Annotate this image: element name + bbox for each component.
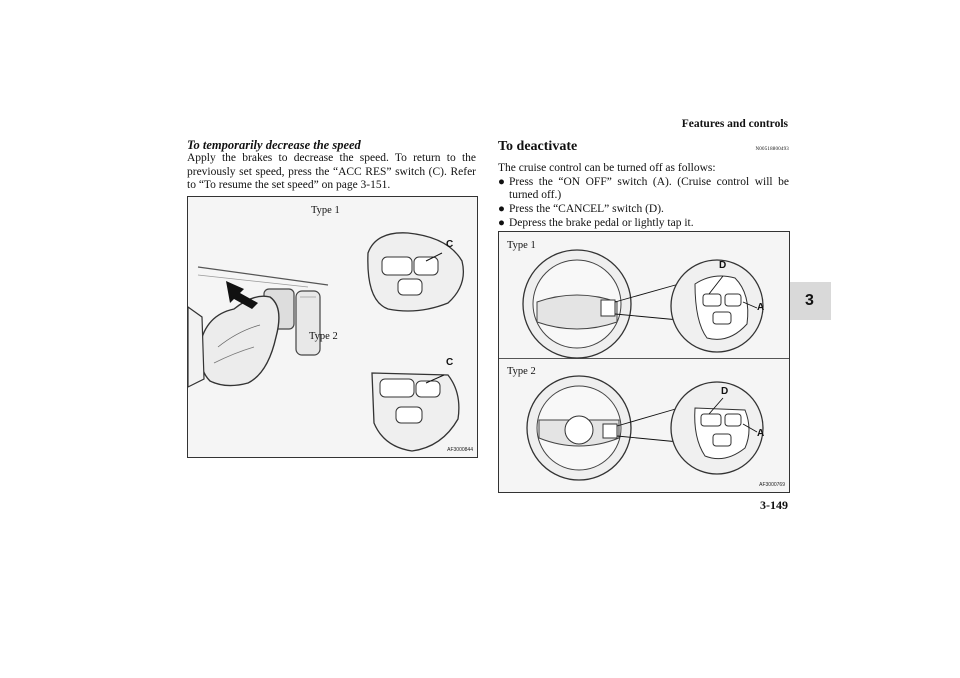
deactivate-intro: The cruise control can be turned off as follows: <box>498 162 716 174</box>
callout-a-type2: A <box>757 428 765 439</box>
steering-switch-type2 <box>362 363 482 453</box>
list-item: ● Depress the brake pedal or lightly tap it. <box>498 216 694 229</box>
steering-wheel-illustration <box>499 232 789 492</box>
page-number: 3-149 <box>760 498 788 512</box>
callout-d-type2: D <box>721 386 729 397</box>
callout-c-type1: C <box>446 239 454 250</box>
right-column <box>498 138 789 231</box>
list-item: ● Press the “CANCEL” switch (D). <box>498 203 664 216</box>
steering-switch-type1 <box>358 223 478 313</box>
list-item: ● Press the “ON OFF” switch (A). (Cruise control will be turned off.) <box>498 175 789 202</box>
type1-label: Type 1 <box>507 240 536 251</box>
type1-label: Type 1 <box>311 205 340 216</box>
section-code: N00518800493 <box>755 147 789 152</box>
decrease-speed-body: Apply the brakes to decrease the speed. To return to the previously set speed, press the “ACC RES” switch (C). Refer to “To resume the set speed” on page 3-151. <box>187 152 476 192</box>
type2-label: Type 2 <box>309 331 338 342</box>
figure-brake-and-acc-res <box>187 196 478 458</box>
section-heading-decrease-speed: To temporarily decrease the speed <box>187 138 361 152</box>
bullet-icon: ● <box>498 203 505 216</box>
section-heading-deactivate <box>498 138 789 155</box>
callout-a-type1: A <box>757 302 765 313</box>
left-column <box>187 138 476 193</box>
bullet-icon: ● <box>498 216 505 229</box>
running-header: Features and controls <box>681 118 788 130</box>
bullet-icon: ● <box>498 175 505 188</box>
callout-c-type2: C <box>446 357 454 368</box>
chapter-tab: 3 <box>788 282 831 320</box>
deactivate-heading-text: To deactivate <box>498 139 578 154</box>
figure-id: AF3000769 <box>759 482 785 488</box>
type2-label: Type 2 <box>507 366 536 377</box>
figure-deactivate-switches <box>498 231 790 493</box>
figure-id: AF3000844 <box>447 447 473 453</box>
callout-d-type1: D <box>719 260 727 271</box>
